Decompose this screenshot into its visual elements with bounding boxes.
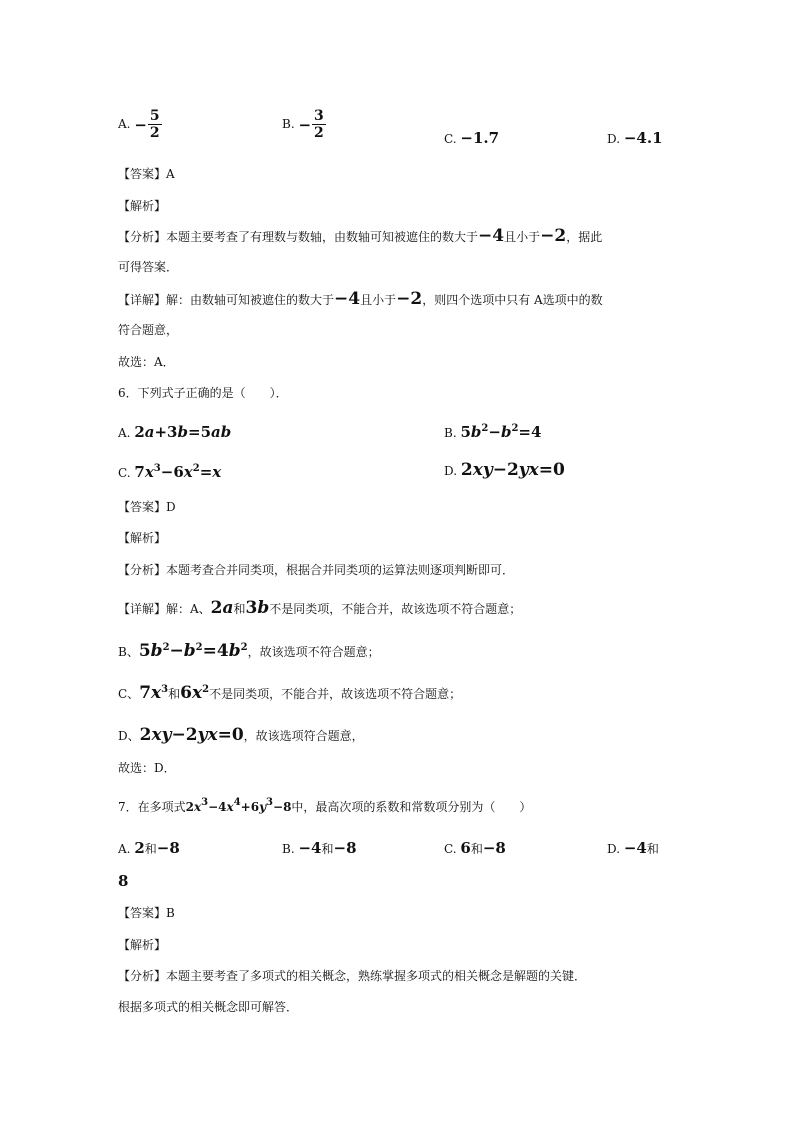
q5-option-a-fraction: $\frac{5}{2}$ xyxy=(149,108,160,141)
q5-option-d: D. −4.1 xyxy=(607,129,663,147)
q6-analysis-label: 【解析】 xyxy=(118,531,167,545)
q6-detail-d: D、2xy−2yx=0，故该选项符合题意， xyxy=(118,725,364,745)
q5-fenxi-line-1: 【分析】本题主要考查了有理数与数轴，由数轴可知被遮住的数大于−4且小于−2，据此 xyxy=(118,226,603,246)
q6-option-b-expr: $5b^2-b^2=4$ xyxy=(460,423,542,441)
q5-analysis-label: 【解析】 xyxy=(118,199,167,213)
q5-option-b: B. − $\frac{3}{2}$ xyxy=(282,108,324,141)
q6-option-b: B. $5b^2-b^2=4$ xyxy=(444,423,542,441)
q5-xiangjie-line-2: 符合题意， xyxy=(118,323,179,337)
q5-option-a: A. − $\frac{5}{2}$ xyxy=(118,108,160,141)
q5-option-b-sign: − xyxy=(298,115,312,134)
q5-answer: 【答案】A xyxy=(118,167,175,181)
q6-stem: 6．下列式子正确的是（ ）． xyxy=(118,386,288,400)
q7-fenxi-line-1: 【分析】本题主要考查了多项式的相关概念，熟练掌握多项式的相关概念是解题的关键． xyxy=(118,969,587,983)
q5-option-b-fraction: $\frac{3}{2}$ xyxy=(314,108,324,141)
q5-option-d-value: −4.1 xyxy=(623,129,663,147)
q5-fenxi-line-2: 可得答案． xyxy=(118,260,179,274)
q6-detail-a: 【详解】解：A、2a和3b不是同类项，不能合并，故该选项不符合题意； xyxy=(118,598,522,618)
q7-answer: 【答案】B xyxy=(118,906,175,920)
q6-choose: 故选：D． xyxy=(118,761,176,775)
q6-option-d-expr: 2xy−2yx=0 xyxy=(460,460,565,480)
q6-fenxi: 【分析】本题考查合并同类项，根据合并同类项的运算法则逐项判断即可． xyxy=(118,563,515,577)
q7-option-b: B. −4和−8 xyxy=(282,839,357,857)
q6-option-a-expr: 2a+3b=5ab xyxy=(134,423,232,441)
q7-stem: 7．在多项式$2x^3-4x^4+6y^3-8$中，最高次项的系数和常数项分别为（ ） xyxy=(118,797,532,814)
q7-option-d: D. −4和 xyxy=(607,839,659,857)
q5-option-c-value: −1.7 xyxy=(460,129,500,147)
q5-option-c: C. −1.7 xyxy=(444,129,500,147)
q6-detail-b: B、$5b^2-b^2=4b^2$，故该选项不符合题意； xyxy=(118,641,380,661)
q7-analysis-label: 【解析】 xyxy=(118,938,167,952)
q5-choose: 故选：A． xyxy=(118,355,175,369)
q6-option-d: D. 2xy−2yx=0 xyxy=(444,460,565,480)
q5-option-a-sign: − xyxy=(134,115,147,134)
q7-option-d-wrap: 8 xyxy=(118,872,129,890)
q5-xiangjie-line-1: 【详解】解：由数轴可知被遮住的数大于−4且小于−2，则四个选项中只有 A选项中的数 xyxy=(118,289,603,309)
q7-option-c: C. 6和−8 xyxy=(444,839,506,857)
q7-option-a: A. 2和−8 xyxy=(118,839,180,857)
q6-detail-c: C、$7x^3$和$6x^2$不是同类项，不能合并，故该选项不符合题意； xyxy=(118,683,462,703)
q6-option-a: A. 2a+3b=5ab xyxy=(118,423,232,441)
q6-option-c: C. $7x^3-6x^2=x$ xyxy=(118,463,222,481)
q7-fenxi-line-2: 根据多项式的相关概念即可解答． xyxy=(118,1000,299,1014)
q6-option-c-expr: $7x^3-6x^2=x$ xyxy=(134,463,222,481)
q6-answer: 【答案】D xyxy=(118,500,176,514)
